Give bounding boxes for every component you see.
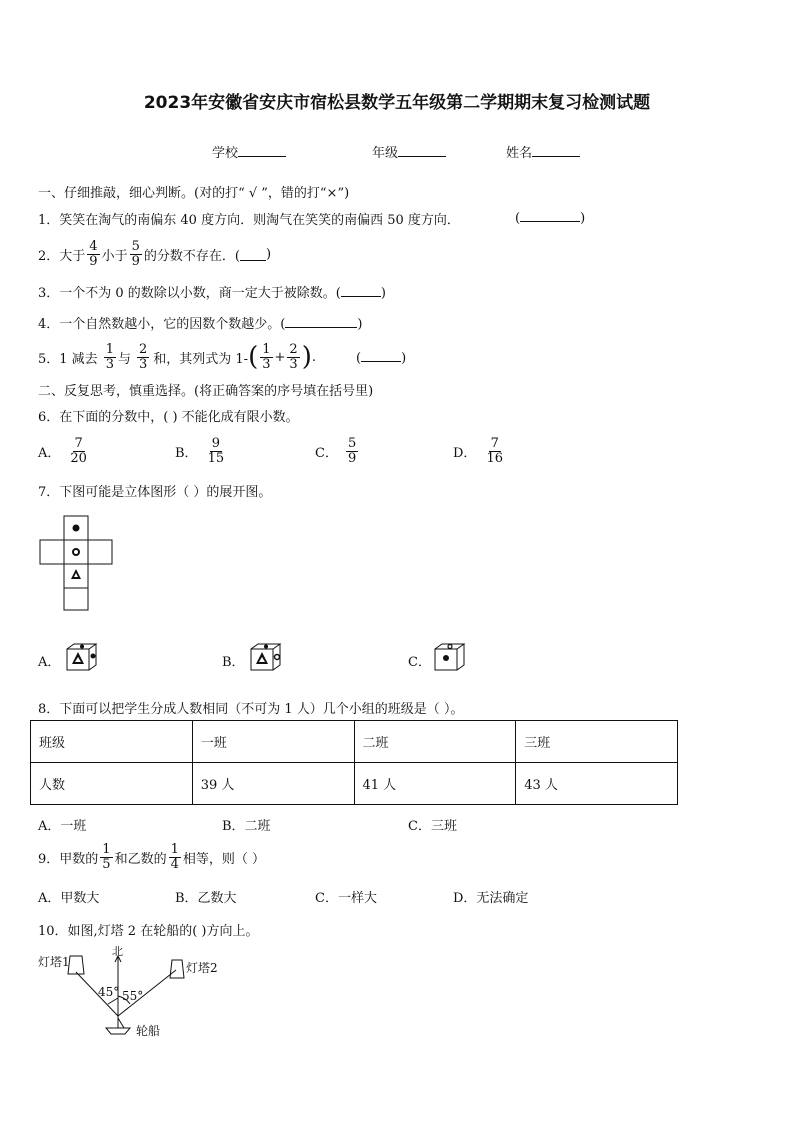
question-8: 8．下面可以把学生分成人数相同（不可为 1 人）几个小组的班级是（ ）。: [38, 702, 464, 717]
cube-option-c-icon[interactable]: [432, 642, 472, 672]
table-cell: 班级: [31, 721, 193, 763]
cube-option-a-icon[interactable]: [64, 642, 104, 672]
q7-option-c-label[interactable]: C．: [408, 655, 431, 670]
question-3: 3．一个不为 0 的数除以小数，商一定大于被除数。( ): [38, 286, 386, 301]
north-label: 北: [112, 945, 123, 958]
table-row: [31, 763, 678, 805]
answer-blank-1[interactable]: ( ): [515, 211, 586, 226]
school-label: 学校: [212, 146, 239, 161]
name-field[interactable]: [506, 142, 580, 161]
q8-option-b[interactable]: B．二班: [222, 819, 271, 834]
answer-blank-2[interactable]: [240, 248, 266, 261]
question-5: 5．1 减去 $\frac{1}{3}$ 与 $\frac{2}{3}$ 和，其列式为 1- ( $\frac{1}{3}$ + $\frac{2}{3}$ ) .: [38, 341, 316, 372]
ship-label: 轮船: [136, 1024, 161, 1038]
table-cell: 43 人: [516, 763, 678, 805]
q9-option-c[interactable]: C．一样大: [315, 891, 377, 906]
q6-option-c[interactable]: C． $\frac{5}{9}$: [315, 435, 357, 466]
question-2: 2．大于 $\frac{4}{9}$ 小于 $\frac{5}{9}$ 的分数不存在．( ): [38, 238, 272, 269]
q6-option-d[interactable]: D． $\frac{7}{16}$: [453, 435, 503, 466]
tower2-label: 灯塔2: [186, 961, 218, 975]
q9-option-d[interactable]: D．无法确定: [453, 891, 529, 906]
section2-heading: 二、反复思考，慎重选择。(将正确答案的序号填在括号里): [38, 384, 374, 399]
school-field[interactable]: [212, 142, 286, 161]
page-title: 2023年安徽省安庆市宿松县数学五年级第二学期期末复习检测试题: [143, 93, 651, 113]
question-1: 1．笑笑在淘气的南偏东 40 度方向．则淘气在笑笑的南偏西 50 度方向．: [38, 213, 460, 228]
table-cell: 二班: [354, 721, 516, 763]
tower1-label: 灯塔1: [38, 955, 70, 969]
fraction-5-9: $\frac{5}{9}$: [131, 238, 140, 269]
table-header-row: [31, 721, 678, 763]
cube-option-b-icon[interactable]: [248, 642, 288, 672]
q7-option-a-label[interactable]: A．: [38, 655, 61, 670]
q8-option-c[interactable]: C．三班: [408, 819, 457, 834]
table-cell: 41 人: [354, 763, 516, 805]
table-cell: 一班: [192, 721, 354, 763]
section1-heading: 一、仔细推敲，细心判断。(对的打“ √ ”，错的打“×”): [38, 186, 350, 201]
question-6: 6．在下面的分数中，( ) 不能化成有限小数。: [38, 410, 299, 425]
table-cell: 39 人: [192, 763, 354, 805]
angle1-label: 45°: [98, 985, 120, 999]
angle2-label: 55°: [122, 989, 144, 1003]
q9-option-b[interactable]: B．乙数大: [175, 891, 237, 906]
question-9: 9．甲数的 $\frac{1}{5}$ 和乙数的 $\frac{1}{4}$ 相等，则（ ）: [38, 841, 265, 872]
question-10: 10．如图,灯塔 2 在轮船的( )方向上。: [38, 924, 259, 939]
answer-blank-3[interactable]: [341, 284, 381, 297]
fraction-4-9: $\frac{4}{9}$: [89, 238, 98, 269]
table-cell: 三班: [516, 721, 678, 763]
cube-net-diagram: [38, 514, 118, 614]
q6-option-b[interactable]: B． $\frac{9}{15}$: [175, 435, 225, 466]
lighthouse-diagram: [36, 942, 226, 1042]
class-size-table: [30, 720, 678, 805]
q8-option-a[interactable]: A．一班: [38, 819, 87, 834]
table-cell: 人数: [31, 763, 193, 805]
q9-option-a[interactable]: A．甲数大: [38, 891, 100, 906]
grade-field[interactable]: [372, 142, 446, 161]
question-4: 4．一个自然数越小，它的因数个数越少。( ): [38, 317, 363, 332]
name-label: 姓名: [506, 146, 533, 161]
answer-blank-4[interactable]: [285, 315, 357, 328]
question-7: 7．下图可能是立体图形（ ）的展开图。: [38, 485, 272, 500]
answer-blank-5[interactable]: ( ): [356, 351, 407, 366]
q7-option-b-label[interactable]: B．: [222, 655, 245, 670]
q6-option-a[interactable]: A． $\frac{7}{20}$: [38, 435, 87, 466]
grade-label: 年级: [372, 146, 399, 161]
